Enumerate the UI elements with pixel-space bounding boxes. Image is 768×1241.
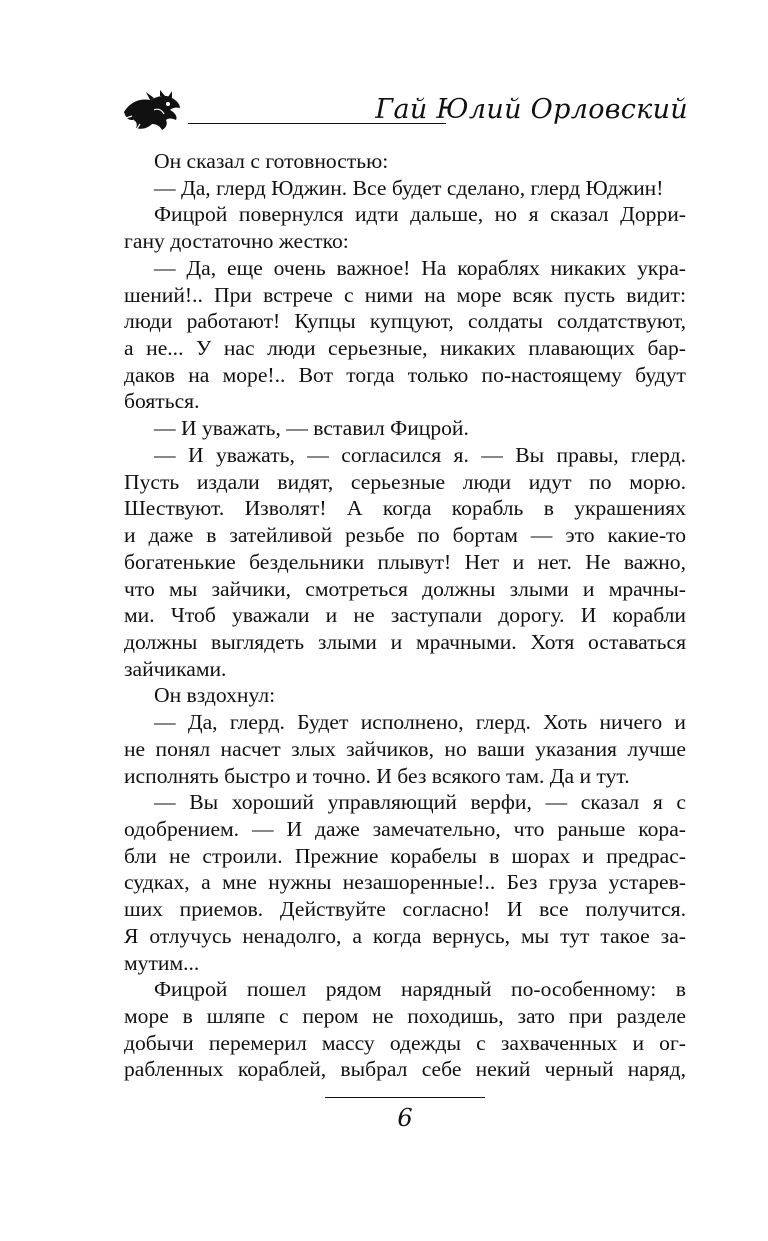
text-line: рабленных кораблей, выбрал себе некий черный наряд,: [124, 1057, 686, 1082]
text-line: мутим...: [124, 950, 200, 975]
text-line: а не... У нас люди серьезные, никаких плавающих бар-: [124, 336, 686, 361]
text-line: — Да, глерд Юджин. Все будет сделано, глерд Юджин!: [154, 175, 664, 200]
text-line: гану достаточно жестко:: [124, 229, 349, 254]
body-text: [124, 148, 686, 1083]
text-line: — Да, глерд. Будет исполнено, глерд. Хоть ничего и: [154, 710, 686, 735]
text-line: — Да, еще очень важное! На кораблях никаких укра-: [154, 255, 686, 280]
text-line: одобрением. — И даже замечательно, что раньше кора-: [124, 816, 686, 841]
text-line: даков на море!.. Вот тогда только по-настоящему будут: [124, 362, 686, 387]
text-line: Пусть издали видят, серьезные люди идут по морю.: [124, 469, 686, 494]
text-line: — И уважать, — согласился я. — Вы правы, глерд.: [154, 442, 686, 467]
text-line: должны выглядеть злыми и мрачными. Хотя оставаться: [124, 629, 686, 654]
text-line: не понял насчет злых зайчиков, но ваши указания лучше: [124, 736, 686, 761]
text-line: ми. Чтоб уважали и не заступали дорогу. И корабли: [124, 603, 686, 628]
text-line: — И уважать, — вставил Фицрой.: [154, 416, 469, 441]
text-line: шений!.. При встрече с ними на море всяк пусть видит:: [124, 282, 686, 307]
text-line: богатенькие бездельники плывут! Нет и нет. Не важно,: [124, 549, 686, 574]
text-line: добычи перемерил массу одежды с захваченных и ог-: [124, 1030, 686, 1055]
text-line: ших приемов. Действуйте согласно! И все получится.: [124, 897, 686, 922]
page-number: 6: [397, 1104, 413, 1132]
text-line: исполнять быстро и точно. И без всякого там. Да и тут.: [124, 763, 630, 788]
text-line: что мы зайчики, смотреться должны злыми и мрачны-: [124, 576, 686, 601]
text-line: Он вздохнул:: [154, 683, 276, 708]
text-line: люди работают! Купцы купцуют, солдаты солдатствуют,: [124, 309, 686, 334]
text-line: бояться.: [124, 389, 200, 414]
text-line: море в шляпе с пером не походишь, зато при разделе: [124, 1004, 686, 1028]
text-line: зайчиками.: [124, 656, 227, 681]
text-line: бли не строили. Прежние корабелы в шорах и предрас-: [124, 843, 686, 868]
author-name: Гай Юлий Орловский: [375, 94, 688, 125]
text-line: и даже в затейливой резьбе по бортам — это какие-то: [124, 523, 686, 548]
text-line: Я отлучусь ненадолго, а когда вернусь, мы тут такое за-: [124, 923, 686, 948]
text-line: — Вы хороший управляющий верфи, — сказал я с: [154, 790, 686, 815]
text-line: Шествуют. Изволят! А когда корабль в украшениях: [124, 496, 686, 521]
text-line: Он сказал с готовностью:: [154, 149, 389, 173]
text-line: судках, а мне нужны незашоренные!.. Без груза устарев-: [124, 870, 686, 895]
text-line: Фицрой повернулся идти дальше, но я сказал Дорри-: [154, 202, 686, 227]
dragon-icon: [120, 90, 184, 134]
text-line: Фицрой пошел рядом нарядный по-особенному: в: [154, 977, 686, 1002]
footer-rule: [325, 1097, 485, 1098]
running-header: [120, 90, 688, 136]
